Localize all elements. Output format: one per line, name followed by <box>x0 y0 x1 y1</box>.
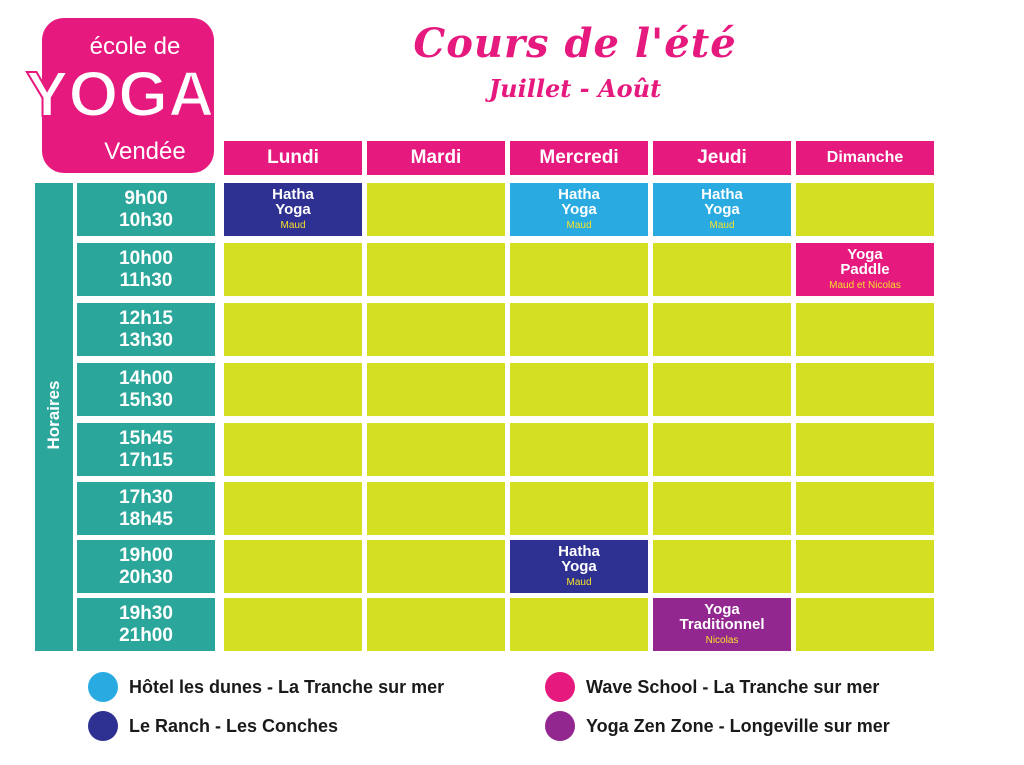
class-name: Yoga <box>704 601 740 618</box>
logo-line2: YOGA <box>25 58 215 130</box>
empty-slot <box>224 598 362 651</box>
time-end: 15h30 <box>119 389 173 411</box>
class-name: Paddle <box>840 261 890 278</box>
time-end: 21h00 <box>119 624 173 646</box>
time-end: 17h15 <box>119 449 173 471</box>
class-name: Traditionnel <box>679 616 765 633</box>
empty-slot <box>367 540 505 593</box>
logo-line3: Vendée <box>104 138 186 165</box>
empty-slot <box>510 243 648 296</box>
ecole-de-yoga-vendee-logo <box>20 16 220 176</box>
empty-slot <box>653 303 791 356</box>
time-start: 12h15 <box>119 307 173 329</box>
horaires-label: Horaires <box>44 380 63 450</box>
empty-slot <box>367 183 505 236</box>
legend-dot <box>88 672 118 702</box>
empty-slot <box>224 423 362 476</box>
class-teacher: Maud <box>709 220 735 231</box>
logo-line1: école de <box>89 33 181 60</box>
class-name: Yoga <box>561 201 597 218</box>
class-teacher: Maud et Nicolas <box>829 280 901 291</box>
empty-slot <box>796 363 934 416</box>
class-slot[interactable] <box>510 183 648 236</box>
time-end: 13h30 <box>119 329 173 351</box>
legend-item-le-ranch <box>88 711 338 741</box>
empty-slot <box>367 423 505 476</box>
empty-slot <box>367 243 505 296</box>
empty-slot <box>796 598 934 651</box>
class-slot[interactable] <box>224 183 362 236</box>
empty-slot <box>224 540 362 593</box>
empty-slot <box>510 363 648 416</box>
empty-slot <box>796 303 934 356</box>
empty-slot <box>510 598 648 651</box>
time-start: 9h00 <box>124 187 168 209</box>
time-start: 19h30 <box>119 602 173 624</box>
class-slot[interactable] <box>510 540 648 593</box>
day-header-dimanche: Dimanche <box>796 141 934 175</box>
legend-dot <box>88 711 118 741</box>
legend-item-yoga-zen-zone <box>545 711 890 741</box>
time-cell <box>77 243 215 296</box>
day-header-lundi: Lundi <box>224 141 362 175</box>
class-teacher: Nicolas <box>705 635 739 646</box>
class-teacher: Maud <box>566 577 592 588</box>
empty-slot <box>796 540 934 593</box>
empty-slot <box>367 598 505 651</box>
time-start: 17h30 <box>119 486 173 508</box>
class-name: Hatha <box>701 186 743 203</box>
legend-item-hotel-les-dunes <box>88 672 444 702</box>
empty-slot <box>653 243 791 296</box>
class-teacher: Maud <box>566 220 592 231</box>
time-cell <box>77 540 215 593</box>
class-name: Yoga <box>561 558 597 575</box>
empty-slot <box>224 482 362 535</box>
time-end: 18h45 <box>119 508 173 530</box>
empty-slot <box>367 303 505 356</box>
day-header-jeudi: Jeudi <box>653 141 791 175</box>
class-name: Hatha <box>558 543 600 560</box>
time-cell <box>77 482 215 535</box>
legend-label: Yoga Zen Zone - Longeville sur mer <box>586 715 890 736</box>
empty-slot <box>224 363 362 416</box>
time-end: 20h30 <box>119 566 173 588</box>
legend-dot <box>545 711 575 741</box>
empty-slot <box>653 482 791 535</box>
class-name: Yoga <box>847 246 883 263</box>
time-cell <box>77 303 215 356</box>
empty-slot <box>367 482 505 535</box>
empty-slot <box>224 243 362 296</box>
time-cell <box>77 423 215 476</box>
time-cell <box>77 598 215 651</box>
time-start: 10h00 <box>119 247 173 269</box>
time-end: 11h30 <box>119 269 173 291</box>
time-end: 10h30 <box>119 209 173 231</box>
day-header-mardi: Mardi <box>367 141 505 175</box>
class-name: Yoga <box>704 201 740 218</box>
class-teacher: Maud <box>280 220 306 231</box>
class-name: Yoga <box>275 201 311 218</box>
legend-label: Wave School - La Tranche sur mer <box>586 676 880 697</box>
class-slot[interactable] <box>653 598 791 651</box>
class-name: Hatha <box>272 186 314 203</box>
time-start: 15h45 <box>119 427 173 449</box>
page-title: Cours de l'été <box>413 20 737 67</box>
empty-slot <box>796 423 934 476</box>
class-slot[interactable] <box>796 243 934 296</box>
empty-slot <box>653 540 791 593</box>
empty-slot <box>796 482 934 535</box>
legend-dot <box>545 672 575 702</box>
legend-label: Hôtel les dunes - La Tranche sur mer <box>129 676 445 697</box>
empty-slot <box>653 363 791 416</box>
empty-slot <box>510 423 648 476</box>
day-header-mercredi: Mercredi <box>510 141 648 175</box>
class-name: Hatha <box>558 186 600 203</box>
time-start: 19h00 <box>119 544 173 566</box>
class-slot[interactable] <box>653 183 791 236</box>
legend-label: Le Ranch - Les Conches <box>129 715 339 736</box>
page-subtitle: Juillet - Août <box>488 74 662 103</box>
time-cell <box>77 183 215 236</box>
time-start: 14h00 <box>119 367 173 389</box>
empty-slot <box>653 423 791 476</box>
empty-slot <box>510 482 648 535</box>
empty-slot <box>367 363 505 416</box>
time-cell <box>77 363 215 416</box>
legend-item-wave-school <box>545 672 879 702</box>
empty-slot <box>510 303 648 356</box>
empty-slot <box>796 183 934 236</box>
empty-slot <box>224 303 362 356</box>
